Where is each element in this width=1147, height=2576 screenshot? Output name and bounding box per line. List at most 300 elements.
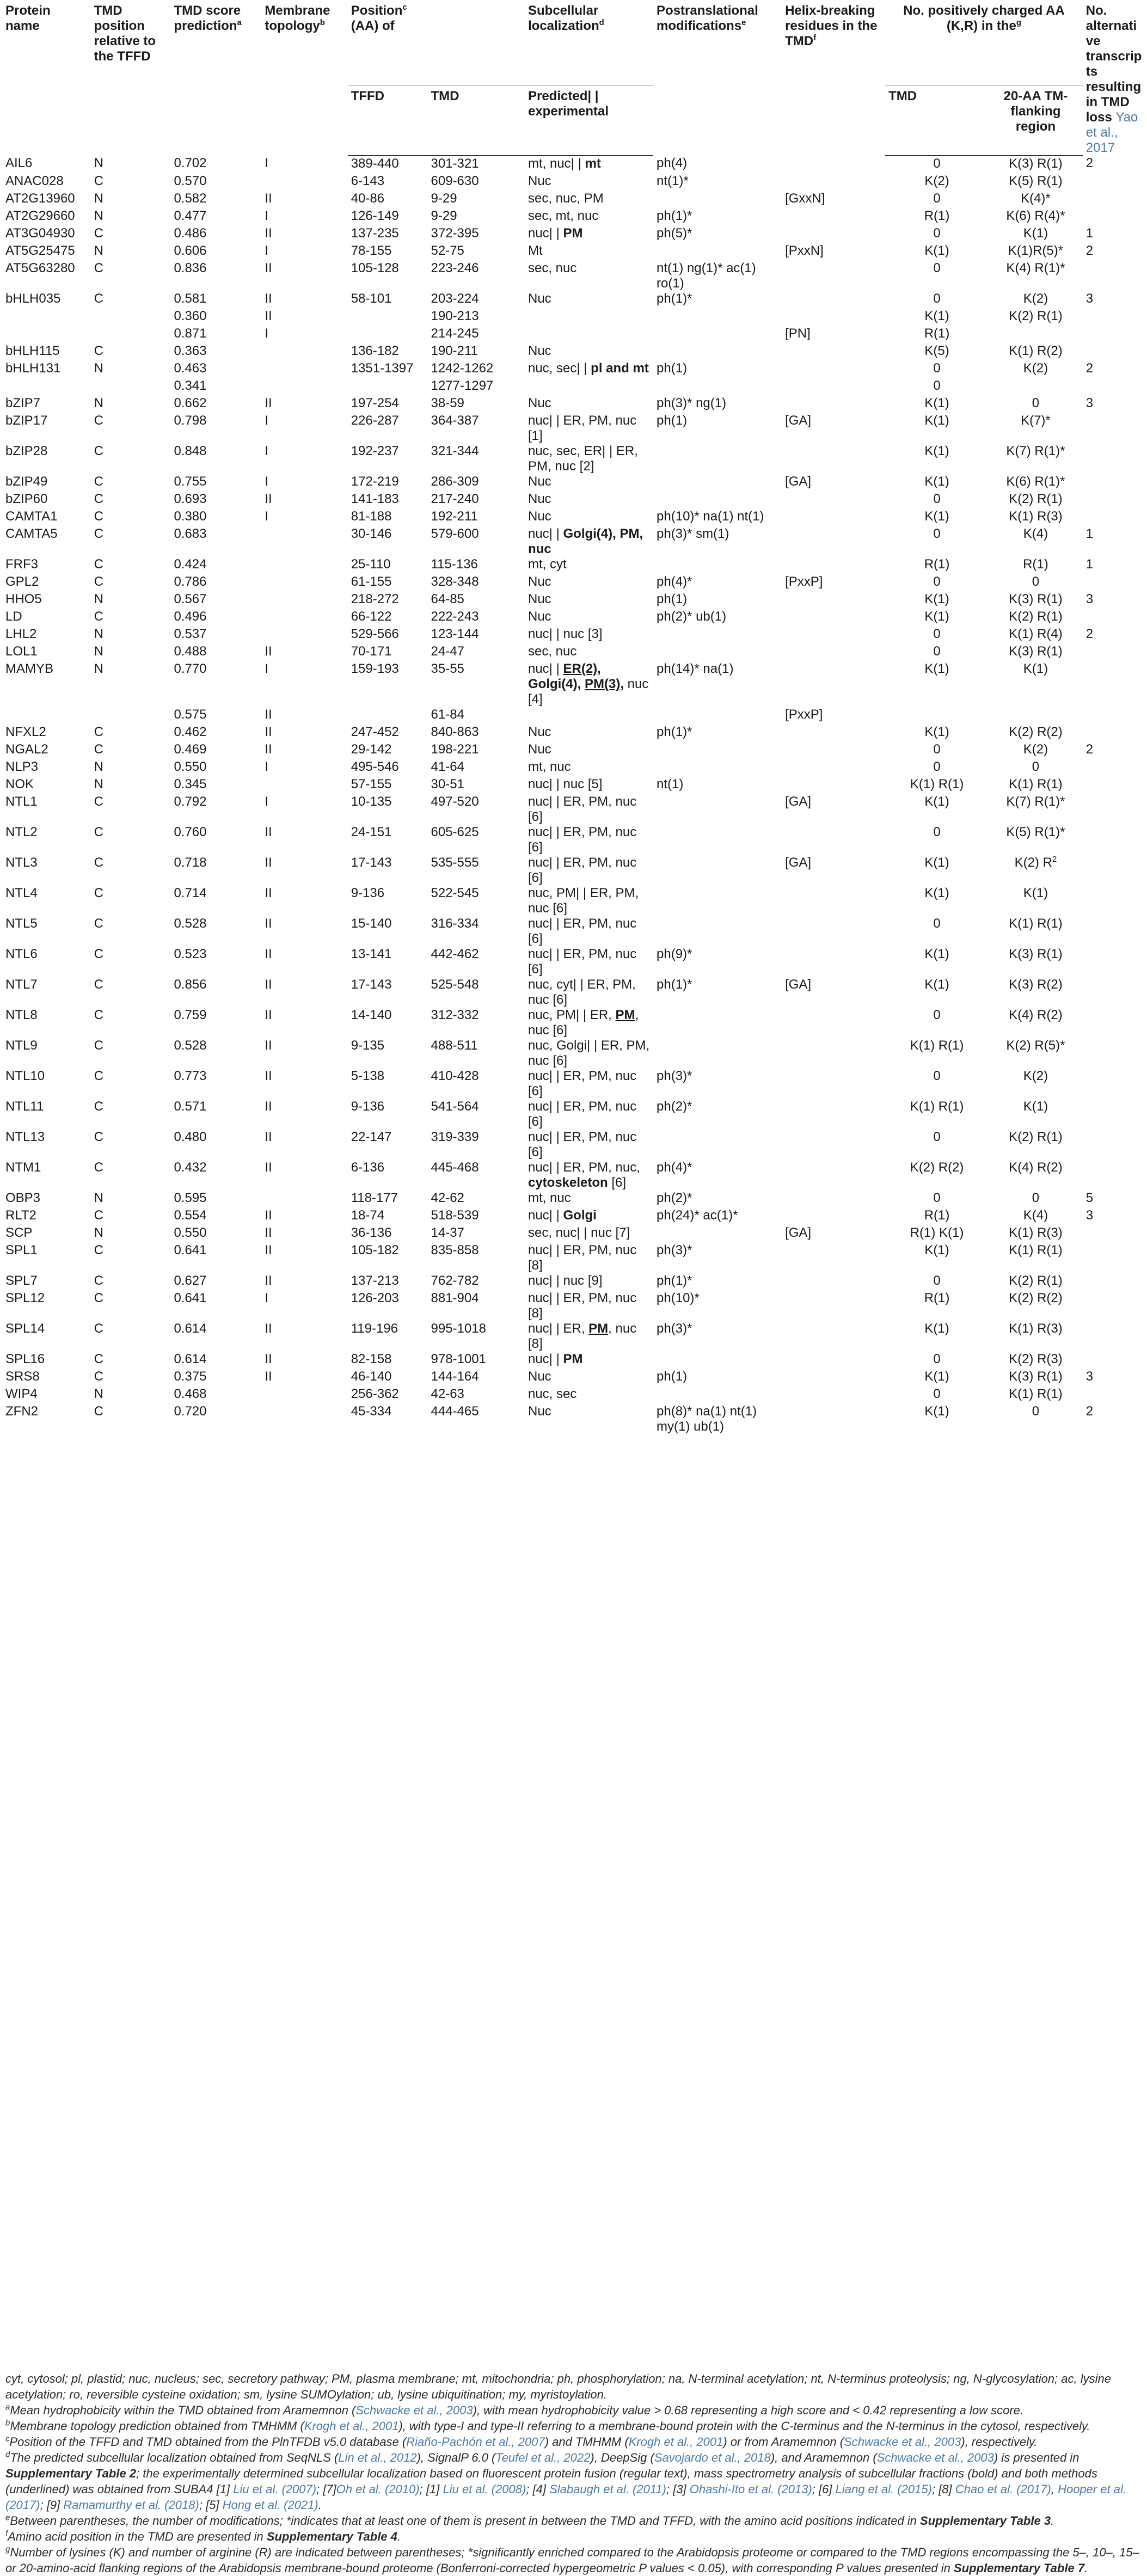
cell-tmd-score: 0.755 [174,474,207,489]
cell-membrane-topology: II [265,977,272,992]
cell-tmd-position: C [94,1130,103,1144]
cell-protein-name: CAMTA1 [5,509,58,524]
cell-tffd-position: 495-546 [351,759,399,774]
cell-helix-breaking [782,1008,885,1038]
cell-ptm: ph(10)* na(1) nt(1) [657,509,764,524]
cell-protein-name: SPL14 [5,1321,45,1336]
cell-localization: Nuc [528,592,551,606]
cell-tffd-position: 529-566 [351,627,399,641]
cell-tmd-position-range: 30-51 [431,777,464,792]
cell-charged-flank: K(2) [1023,291,1048,306]
cell-charged-tmd: K(1) [924,661,949,676]
table-row [2,261,1145,291]
cell-helix-breaking [782,1387,885,1404]
cell-ptm: ph(14)* na(1) [657,661,734,676]
cell-protein-name: LHL2 [5,627,37,641]
cell-tmd-score: 0.786 [174,574,207,589]
cell-alt-transcripts [1083,855,1145,886]
cell-charged-flank: K(1) R(3) [1009,1321,1063,1336]
cell-charged-flank: K(1) R(1) [1009,777,1063,792]
cell-tmd-score: 0.662 [174,396,207,410]
cell-charged-tmd: K(1) [924,1369,949,1384]
header-subcellular-localization: Subcellular localization$^d$ [525,0,653,85]
table-row [2,309,1145,326]
table-row [2,1369,1145,1387]
cell-membrane-topology: II [265,855,272,870]
cell-protein-name [2,707,91,725]
cell-tmd-position [91,326,171,344]
cell-membrane-topology [261,361,347,378]
cell-alt-transcripts: 3 [1085,396,1094,410]
table-row [2,916,1145,947]
cell-tffd-position: 22-147 [351,1130,392,1144]
cell-charged-tmd: 0 [933,156,941,171]
cell-tmd-position: N [94,1225,103,1240]
cell-tmd-position: C [94,1352,103,1366]
cell-localization: nuc| | ER, PM, nuc [1] [528,413,637,443]
cell-alt-transcripts [1083,1273,1145,1291]
cell-protein-name: bHLH035 [5,291,61,306]
cell-protein-name: AT5G25475 [5,243,75,258]
cell-helix-breaking [782,916,885,947]
table-row [2,1243,1145,1273]
cell-ptm: ph(5)* [657,226,692,241]
cell-tffd-position [348,378,428,396]
cell-tmd-position: N [94,361,103,376]
cell-helix-breaking [782,226,885,243]
cell-charged-tmd: K(1) [924,474,949,489]
cell-membrane-topology: II [265,742,272,757]
cell-charged-flank: K(1) R(1) [1009,916,1063,931]
cell-charged-tmd: R(1) [924,557,950,572]
cell-protein-name: bZIP17 [5,413,48,428]
cell-charged-flank: K(1) [1023,226,1048,241]
cell-helix-breaking [782,742,885,759]
footnote: $^b$Membrane topology prediction obtained from TMHMM (Krogh et al., 2001), with type-I and type-II referring to a membrane-bound protein with the C-terminus and the N-terminus in the cytosol, respectively. [5,2418,1090,2433]
cell-ptm [653,1130,782,1160]
table-row [2,1352,1145,1369]
cell-membrane-topology [261,1387,347,1404]
cell-membrane-topology: I [265,243,269,258]
cell-alt-transcripts [1083,644,1145,661]
cell-helix-breaking [782,361,885,378]
table-row [2,644,1145,661]
cell-charged-tmd: K(5) [924,344,949,358]
cell-protein-name: LD [5,609,22,624]
cell-helix-breaking [782,825,885,855]
table-row [2,474,1145,492]
table-row [2,396,1145,413]
cell-charged-flank: 0 [1032,396,1040,410]
cell-tmd-score: 0.488 [174,644,207,659]
cell-tffd-position: 81-188 [351,509,392,524]
cell-charged-tmd: K(1) [924,886,949,900]
cell-helix-breaking [782,208,885,226]
cell-tmd-position-range: 319-339 [431,1130,479,1144]
cell-tffd-position: 13-141 [351,947,392,961]
table-row [2,156,1145,174]
cell-protein-name: SPL7 [5,1273,38,1288]
cell-localization: nuc, sec, ER| | ER, PM, nuc [2] [528,444,638,474]
cell-protein-name: NLP3 [5,759,39,774]
cell-localization: nuc, Golgi| | ER, PM, nuc [6] [528,1038,650,1068]
cell-alt-transcripts [1083,916,1145,947]
cell-tmd-position-range: 442-462 [431,947,479,961]
cell-helix-breaking: [GA] [785,977,812,992]
cell-charged-flank: K(1) R(1) [1009,1387,1063,1401]
cell-protein-name: SCP [5,1225,33,1240]
cell-localization: Nuc [528,344,551,358]
cell-tmd-score: 0.375 [174,1369,207,1384]
cell-tmd-score: 0.550 [174,759,207,774]
table-row [2,1099,1145,1130]
cell-tffd-position: 6-136 [351,1160,385,1175]
cell-tmd-score: 0.606 [174,243,207,258]
cell-tffd-position: 1351-1397 [351,361,414,376]
cell-tmd-position: N [94,208,103,223]
cell-localization: Nuc [528,742,551,757]
cell-ptm: ph(4) [657,156,688,170]
cell-alt-transcripts [1083,977,1145,1008]
cell-charged-flank: K(2) R(3) [1009,1352,1063,1366]
table-row [2,326,1145,344]
cell-protein-name: CAMTA5 [5,526,58,541]
cell-helix-breaking [782,1038,885,1069]
cell-tmd-score: 0.463 [174,361,207,376]
cell-tffd-position: 70-171 [351,644,392,659]
cell-ptm: ph(3)* sm(1) [657,526,729,541]
cell-tmd-position: N [94,1387,103,1401]
cell-tmd-position-range: 214-245 [431,326,479,341]
cell-tmd-position-range: 840-863 [431,725,479,739]
cell-localization: nuc| | ER, PM, nuc [8] [528,1291,637,1321]
cell-ptm: ph(1)* [657,1273,692,1288]
cell-alt-transcripts [1083,1352,1145,1369]
cell-protein-name: bZIP28 [5,444,48,458]
cell-tmd-position-range: 190-211 [431,344,478,358]
cell-localization: nuc| | ER, PM, nuc [6] [528,1130,637,1160]
cell-tmd-position [91,378,171,396]
cell-charged-tmd: K(1) [924,725,949,739]
cell-charged-tmd: 0 [933,1352,941,1366]
cell-tmd-score: 0.792 [174,794,207,809]
cell-membrane-topology [261,344,347,361]
cell-alt-transcripts [1083,509,1145,526]
cell-tmd-score: 0.718 [174,855,207,870]
cell-tmd-position: C [94,1069,103,1083]
cell-protein-name: NTL3 [5,855,38,870]
header-alternative-transcripts: No. alternative transcripts resulting in TMD loss Yao et al., 2017 [1085,3,1142,155]
cell-localization: Nuc [528,396,551,410]
cell-tmd-score: 0.341 [174,378,207,393]
cell-charged-flank: K(4) R(2) [1009,1160,1063,1175]
cell-protein-name: HHO5 [5,592,42,606]
cell-protein-name: NTL10 [5,1069,45,1083]
cell-tffd-position: 256-362 [351,1387,399,1401]
cell-protein-name: bHLH115 [5,344,60,358]
cell-localization: nuc| | ER, PM, nuc [6] [528,947,637,977]
cell-tmd-score: 0.550 [174,1225,207,1240]
cell-tmd-position: N [94,759,103,774]
cell-tmd-position [91,707,171,725]
cell-charged-tmd: K(1) [924,947,949,961]
header-charged-aa: No. positively charged AA (K,R) in the$^g$ [885,0,1083,85]
cell-charged-tmd: 0 [933,825,941,839]
table-body [2,156,1145,1434]
cell-charged-flank: K(1) R(1) [1009,1243,1063,1258]
cell-protein-name: GPL2 [5,574,39,589]
cell-helix-breaking: [GA] [785,474,812,489]
cell-tmd-score: 0.424 [174,557,207,572]
table-row [2,1273,1145,1291]
cell-tmd-score: 0.523 [174,947,207,961]
cell-tmd-position: C [94,291,103,306]
cell-membrane-topology [261,574,347,592]
cell-alt-transcripts [1083,1225,1145,1243]
cell-helix-breaking [782,1273,885,1291]
cell-protein-name [2,309,91,326]
cell-membrane-topology: II [265,1369,272,1384]
cell-tmd-position: C [94,1243,103,1258]
cell-charged-flank: K(6) R(4)* [1006,208,1065,223]
cell-tffd-position: 118-177 [351,1191,398,1205]
cell-charged-tmd: K(1) R(1) [910,777,964,792]
cell-tffd-position: 36-136 [351,1225,392,1240]
cell-ptm: ph(2)* ub(1) [657,609,727,624]
cell-charged-tmd: 0 [933,1387,941,1401]
cell-alt-transcripts: 5 [1085,1191,1094,1205]
cell-charged-tmd: K(1) [924,977,949,992]
cell-tmd-position: N [94,592,103,606]
table-row [2,855,1145,886]
table-row [2,707,1145,725]
cell-alt-transcripts: 2 [1085,742,1094,757]
cell-ptm [653,825,782,855]
cell-tffd-position: 14-140 [351,1008,392,1022]
cell-protein-name: NTL5 [5,916,38,931]
cell-charged-flank: K(2) R(5)* [1006,1038,1065,1053]
cell-helix-breaking [782,492,885,509]
cell-tmd-score: 0.770 [174,661,207,676]
cell-ptm: ph(1) [657,413,688,428]
cell-tmd-score: 0.773 [174,1069,207,1083]
cell-localization: nuc| | ER, PM, nuc [6] [528,794,637,824]
cell-alt-transcripts [1083,759,1145,777]
cell-tmd-position-range: 522-545 [431,886,479,900]
cell-tffd-position: 126-203 [351,1291,399,1305]
cell-protein-name: NGAL2 [5,742,48,757]
header-helix-breaking: Helix-breaking residues in the TMD$^f$ [785,3,878,48]
cell-ptm: ph(1)* [657,291,692,306]
cell-protein-name: bZIP7 [5,396,41,410]
cell-localization: Nuc [528,492,551,506]
cell-tmd-position: C [94,1273,103,1288]
cell-helix-breaking [782,1369,885,1387]
cell-protein-name: NTL2 [5,825,38,839]
cell-localization: Nuc [528,1404,551,1419]
cell-ptm: ph(3)* [657,1321,692,1336]
cell-helix-breaking [782,1160,885,1191]
cell-protein-name: NTL7 [5,977,38,992]
footnote: $^g$Number of lysines (K) and number of arginine (R) are indicated between parentheses; *significantly enriched compared to the Arabidopsis proteome or compared to the TMD regions encompassing the 5–, 10–, 15– or 20-amino-acid flanking regions of the Arabidopsis membrane-bound proteome (Bonferroni-corrected hypergeometric P values < 0.05), with corresponding P values presented in Supplementary Table 7. [5,2544,1139,2575]
cell-tffd-position [348,309,428,326]
header-membrane-topology: Membrane topology$^b$ [265,3,330,33]
cell-charged-tmd: 0 [933,574,941,589]
cell-tmd-score: 0.856 [174,977,207,992]
cell-membrane-topology: I [265,444,269,458]
cell-tffd-position: 197-254 [351,396,399,410]
cell-localization: sec, mt, nuc [528,208,599,223]
cell-membrane-topology: II [265,644,272,659]
cell-ptm [653,326,782,344]
subheader-predicted-experimental: Predicted| | experimental [525,85,653,156]
cell-tmd-position: C [94,1321,103,1336]
table-row [2,291,1145,309]
cell-localization: Mt [528,243,543,258]
cell-tmd-score: 0.641 [174,1243,207,1258]
cell-tmd-score: 0.614 [174,1352,207,1366]
cell-tffd-position: 141-183 [351,492,399,506]
cell-ptm: ph(4)* [657,574,692,589]
cell-membrane-topology: II [265,1038,272,1053]
cell-ptm [653,344,782,361]
cell-charged-flank: K(3) R(1) [1009,156,1063,171]
cell-tffd-position: 10-135 [351,794,392,809]
cell-membrane-topology: II [265,1160,272,1175]
cell-tffd-position: 15-140 [351,916,392,931]
cell-protein-name: NTL9 [5,1038,38,1053]
cell-tffd-position: 18-74 [351,1208,385,1223]
cell-tmd-score: 0.714 [174,886,207,900]
cell-localization: nuc, PM| | ER, PM, nuc [6] [528,886,639,916]
cell-tmd-position-range: 372-395 [431,226,479,241]
cell-charged-tmd: R(1) K(1) [910,1225,964,1240]
table-row [2,609,1145,627]
cell-ptm [653,855,782,886]
table-row [2,742,1145,759]
cell-helix-breaking: [PxxP] [785,707,823,722]
cell-localization [525,707,653,725]
cell-charged-flank: K(1) R(4) [1009,627,1063,641]
cell-charged-flank: K(3) R(1) [1009,644,1063,659]
cell-helix-breaking [782,291,885,309]
cell-helix-breaking [782,309,885,326]
cell-charged-flank: R(1) [1023,557,1048,572]
cell-alt-transcripts [1083,444,1145,474]
subheader-tmd: TMD [428,85,525,156]
cell-charged-flank: K(6) R(1)* [1006,474,1065,489]
cell-protein-name: NTL4 [5,886,38,900]
cell-tffd-position: 17-143 [351,977,392,992]
cell-charged-flank: K(2) R(1) [1009,609,1063,624]
cell-helix-breaking [782,261,885,291]
cell-localization: mt, cyt [528,557,567,572]
cell-membrane-topology: I [265,794,269,809]
cell-charged-flank [989,707,1083,725]
cell-tmd-position-range: 762-782 [431,1273,479,1288]
cell-tffd-position: 61-155 [351,574,392,589]
cell-protein-name: SPL1 [5,1243,38,1258]
cell-charged-flank: K(2) [1023,1069,1048,1083]
cell-alt-transcripts [1083,326,1145,344]
table-row [2,344,1145,361]
table-header-row [2,0,1145,85]
cell-tmd-position-range: 52-75 [431,243,464,258]
cell-tffd-position: 218-272 [351,592,399,606]
cell-tmd-position-range: 535-555 [431,855,479,870]
cell-tmd-position-range: 605-625 [431,825,479,839]
cell-charged-tmd: K(1) [924,1243,949,1258]
cell-tmd-position-range: 525-548 [431,977,479,992]
cell-tffd-position: 136-182 [351,344,399,358]
cell-tmd-position-range: 123-144 [431,627,479,641]
cell-ptm: ph(1)* [657,208,692,223]
cell-membrane-topology [261,557,347,574]
cell-tffd-position: 6-143 [351,174,385,188]
cell-protein-name [2,326,91,344]
cell-ptm: nt(1) [657,777,684,792]
cell-tmd-position: C [94,855,103,870]
cell-tmd-position-range: 1242-1262 [431,361,494,376]
cell-tmd-score: 0.571 [174,1099,207,1114]
cell-helix-breaking [782,1291,885,1321]
cell-localization: nuc| | ER, PM, nuc [6] [528,825,637,855]
cell-tmd-position-range: 41-64 [431,759,464,774]
cell-charged-flank: K(2) R(1) [1009,492,1063,506]
table-row [2,492,1145,509]
cell-tmd-score: 0.683 [174,526,207,541]
cell-charged-flank: K(2) R(1) [1009,1273,1063,1288]
table-row [2,1208,1145,1225]
cell-tmd-position: C [94,174,103,188]
cell-alt-transcripts [1083,492,1145,509]
footnote: $^f$Amino acid position in the TMD are presented in Supplementary Table 4. [5,2529,401,2543]
cell-localization: nuc| | ER, PM, nuc [6] [528,916,637,946]
cell-alt-transcripts [1083,191,1145,208]
header-position: Position$^c$ (AA) of [348,0,525,85]
cell-charged-flank: K(4)* [1021,191,1051,206]
cell-ptm: ph(1)* [657,977,692,992]
cell-alt-transcripts [1083,1069,1145,1099]
cell-tmd-position: N [94,644,103,659]
cell-charged-flank: K(4) [1023,1208,1048,1223]
cell-tmd-score: 0.836 [174,261,207,275]
cell-tmd-position: C [94,947,103,961]
cell-charged-tmd: 0 [933,644,941,659]
cell-ptm [653,1225,782,1243]
cell-ptm [653,1352,782,1369]
cell-tmd-position-range: 312-332 [431,1008,479,1022]
cell-tffd-position: 17-143 [351,855,392,870]
cell-protein-name: ZFN2 [5,1404,38,1419]
cell-tffd-position [348,707,428,725]
cell-alt-transcripts [1083,309,1145,326]
cell-alt-transcripts [1083,707,1145,725]
cell-tmd-position: N [94,777,103,792]
cell-protein-name: NTL13 [5,1130,45,1144]
cell-tffd-position: 78-155 [351,243,392,258]
cell-localization: sec, nuc [528,261,577,275]
cell-alt-transcripts [1083,1099,1145,1130]
cell-helix-breaking [782,174,885,191]
cell-tffd-position: 105-128 [351,261,399,275]
cell-helix-breaking [782,1321,885,1352]
cell-tffd-position: 159-193 [351,661,399,676]
cell-membrane-topology: II [265,1273,272,1288]
cell-protein-name: AIL6 [5,156,33,170]
cell-tmd-position: C [94,344,103,358]
cell-tmd-score: 0.759 [174,1008,207,1022]
